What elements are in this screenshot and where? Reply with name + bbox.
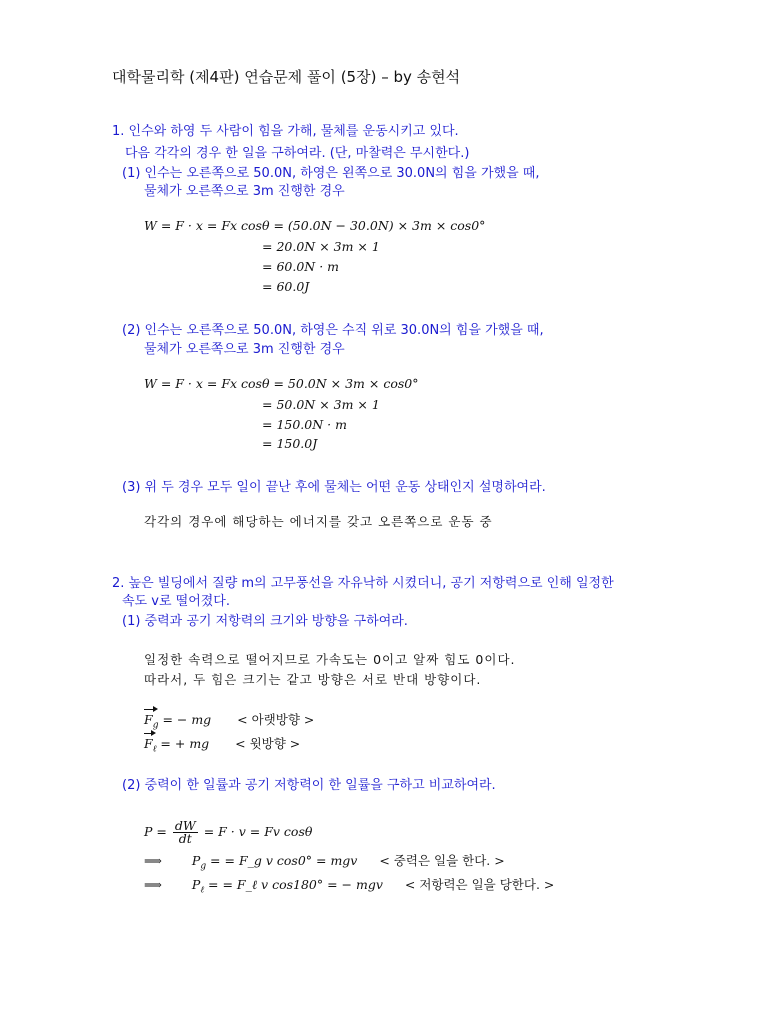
- eq-fg-note: < 아랫방향 >: [237, 712, 315, 727]
- eq-power-drag: ⟹ $P_\ell$ = = F_ℓ v cos180° = − mgv < 저항력은 일을 당한다. >: [144, 877, 555, 896]
- eq-power-gravity: ⟹ $P_g$ = = F_g v cos0° = mgv < 중력은 일을 한다. >: [144, 853, 505, 872]
- answer-1-3: 각각의 경우에 해당하는 에너지를 갖고 오른쪽으로 운동 중: [144, 514, 493, 529]
- page-title: 대학물리학 (제4판) 연습문제 풀이 (5장) – by 송현석: [112, 68, 461, 86]
- problem-2-line-1: 2. 높은 빌딩에서 질량 m의 고무풍선을 자유낙하 시켰더니, 공기 저항력으로 인해 일정한: [112, 576, 614, 591]
- eq-pg-rhs: = F_g v cos0° = mgv: [224, 853, 358, 868]
- implies-arrow: ⟹: [144, 877, 162, 892]
- eq-fg-rhs: = − mg: [162, 712, 212, 727]
- eq-fl: [144, 734, 300, 755]
- eq-fl-rhs: = + mg: [160, 736, 210, 751]
- eq-pl-rhs: = F_ℓ v cos180° = − mgv: [222, 877, 383, 892]
- answer-2-1-line-2: 따라서, 두 힘은 크기는 같고 방향은 서로 반대 방향이다.: [144, 672, 482, 687]
- problem-2-line-2: 속도 v로 떨어졌다.: [122, 594, 230, 609]
- eq-power: P = $\frac{dW}{dt}$ = F · v = Fv cosθ: [144, 818, 313, 846]
- eq-1-2-step-2: = 50.0N × 3m × 1: [262, 397, 380, 412]
- vector-f-g: $F_g$: [144, 712, 159, 731]
- eq-power-rhs: = F · v = Fv cosθ: [203, 824, 313, 839]
- problem-1-1-line-2: 물체가 오른쪽으로 3m 진행한 경우: [144, 184, 345, 199]
- eq-fg: [144, 710, 314, 731]
- problem-1-line-1: 1. 인수와 하영 두 사람이 힘을 가해, 물체를 운동시키고 있다.: [112, 124, 459, 139]
- problem-1-1-line-1: (1) 인수는 오른쪽으로 50.0N, 하영은 왼쪽으로 30.0N의 힘을 가했을 때,: [122, 166, 540, 181]
- problem-1-line-2: 다음 각각의 경우 한 일을 구하여라. (단, 마찰력은 무시한다.): [125, 146, 470, 161]
- eq-1-1-step-2: = 20.0N × 3m × 1: [262, 239, 380, 254]
- problem-2-1-line-1: (1) 중력과 공기 저항력의 크기와 방향을 구하여라.: [122, 614, 408, 629]
- problem-1-2-line-2: 물체가 오른쪽으로 3m 진행한 경우: [144, 342, 345, 357]
- eq-pl-note: < 저항력은 일을 당한다. >: [404, 877, 555, 892]
- problem-1-2-line-1: (2) 인수는 오른쪽으로 50.0N, 하영은 수직 위로 30.0N의 힘을 가했을 때,: [122, 323, 544, 338]
- problem-1-3-line-1: (3) 위 두 경우 모두 일이 끝난 후에 물체는 어떤 운동 상태인지 설명하여라.: [122, 480, 546, 495]
- eq-1-2-main: W = F · x = Fx cosθ = 50.0N × 3m × cos0°: [144, 376, 419, 391]
- eq-1-2-step-4: = 150.0J: [262, 436, 318, 451]
- eq-fl-note: < 윗방향 >: [235, 736, 301, 751]
- vector-f-l: $F_\ell$: [144, 736, 157, 755]
- eq-pg-note: < 중력은 일을 한다. >: [379, 853, 505, 868]
- implies-arrow: ⟹: [144, 853, 162, 868]
- eq-1-2-step-3: = 150.0N · m: [262, 417, 347, 432]
- answer-2-1-line-1: 일정한 속력으로 떨어지므로 가속도는 0이고 알짜 힘도 0이다.: [144, 652, 516, 667]
- eq-1-1-step-4: = 60.0J: [262, 279, 310, 294]
- problem-2-2-line-1: (2) 중력이 한 일률과 공기 저항력이 한 일률을 구하고 비교하여라.: [122, 778, 496, 793]
- eq-1-1-step-3: = 60.0N · m: [262, 259, 339, 274]
- eq-1-1-main: W = F · x = Fx cosθ = (50.0N − 30.0N) × 3m × cos0°: [144, 218, 486, 233]
